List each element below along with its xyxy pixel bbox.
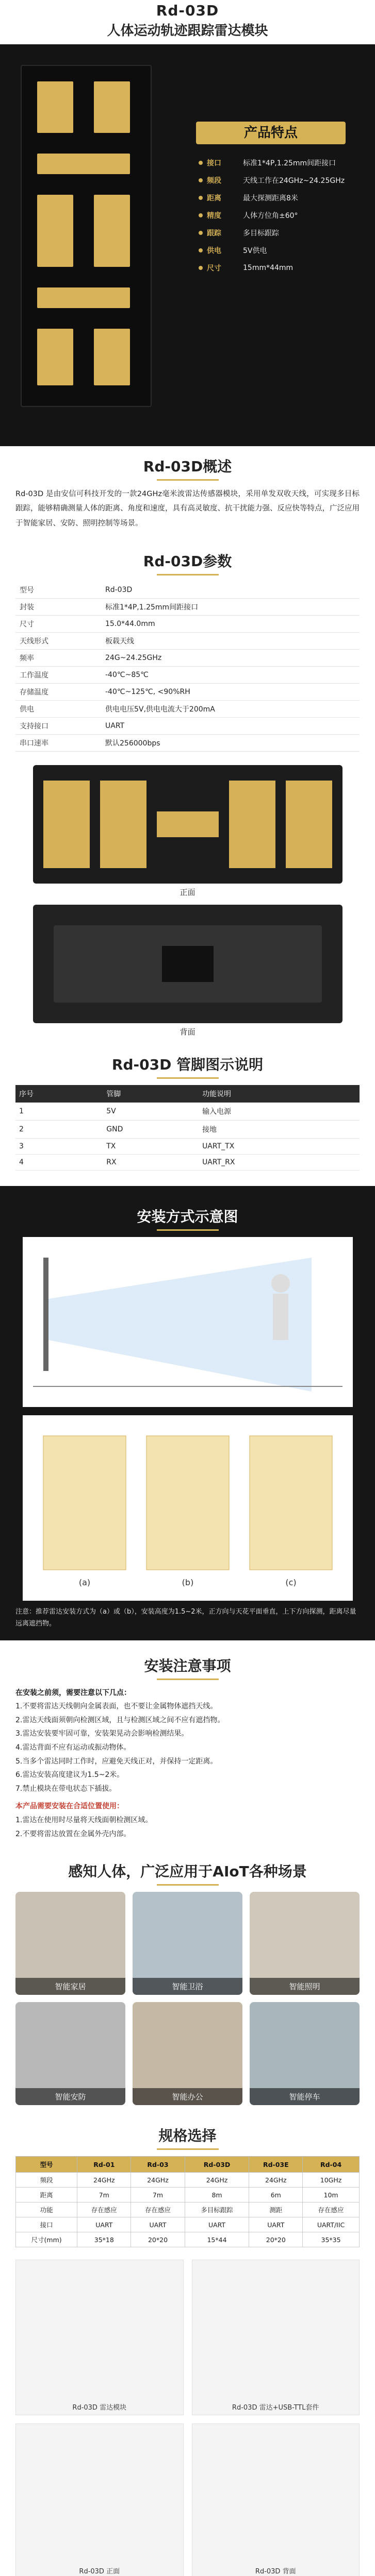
product-photo: Rd-03D 雷达+USB-TTL套件 bbox=[192, 2260, 360, 2415]
table-row: 供电 供电电压5V,供电电流大于200mA bbox=[15, 700, 360, 717]
apps-grid bbox=[0, 1892, 375, 2105]
app-card: 智能安防 bbox=[15, 2002, 125, 2105]
caution-text: 在安装之前须，需要注意以下几点： 1.不要将雷达天线朝向金属表面，也不要让金属物体遮挡天线。 2.雷达天线面须朝向检测区域，且与检测区域之间不应有遮挡物。 3.雷达安装要牢固可靠，安装架晃动会影响检测结果。 4.雷达背面不应有运动或振动物体。 5.当多个雷达同时工作时，应避免天线正对，并保持一定距离。 6.雷达安装高度建议为1.5~2米。 7.禁止模块在带电状态下插拔。 本产品需要安装在合适位置使用： 1.雷达在使用时尽量将天线面朝检测区域。 2.不要将雷达放置在金属外壳内部。 bbox=[15, 1688, 225, 1838]
hero-banner bbox=[0, 44, 375, 446]
pins-table: 序号 管脚 功能说明 1 5V 输入电源 2 GND 接地 3 TX UART_TX 4 RX UART_RX bbox=[15, 1085, 360, 1171]
features-list bbox=[199, 158, 353, 280]
caption-c: (c) bbox=[285, 1577, 297, 1587]
table-row: 距离 7m 7m 8m 6m 10m bbox=[16, 2188, 360, 2202]
caution-title: 安装注意事项 bbox=[0, 1646, 375, 1686]
install-diagram bbox=[15, 1237, 360, 1407]
install-title: 安装方式示意图 bbox=[15, 1196, 360, 1237]
table-row: 频段 24GHz 24GHz 24GHz 24GHz 10GHz bbox=[16, 2173, 360, 2188]
back-label: 背面 bbox=[180, 1027, 195, 1037]
page-header bbox=[0, 0, 375, 39]
table-row: 支持接口 UART bbox=[15, 717, 360, 734]
app-card: 智能家居 bbox=[15, 1892, 125, 1995]
model-title: Rd-03D bbox=[156, 2, 219, 19]
app-card: 智能卫浴 bbox=[133, 1892, 242, 1995]
app-card: 智能办公 bbox=[133, 2002, 242, 2105]
front-label: 正面 bbox=[180, 887, 195, 897]
install-orientations bbox=[15, 1415, 360, 1601]
feature-item: 频段 天线工作在24GHz~24.25GHz bbox=[199, 175, 353, 185]
table-row: 封装 标准1*4P,1.25mm间距接口 bbox=[15, 598, 360, 615]
feature-item: 供电 5V供电 bbox=[199, 245, 353, 256]
pins-title: Rd-03D 管脚图示说明 bbox=[0, 1044, 375, 1085]
table-row: 串口速率 默认256000bps bbox=[15, 734, 360, 751]
feature-item: 跟踪 多目标跟踪 bbox=[199, 228, 353, 238]
spec-table: 型号 Rd-01 Rd-03 Rd-03D Rd-03E Rd-04 频段 24GHz 24GHz 24GHz 24GHz 10GHz 距离 7m 7m 8m 6m 10m 功能 存在感应 存在感应 多目标跟踪 测距 存在感应 接口 UART UART UART UART UART/IIC 尺寸(mm) 35*18 20*20 15*44 20*20 35*35 bbox=[15, 2156, 360, 2247]
radar-board-image bbox=[21, 65, 152, 407]
product-subtitle: 人体运动轨迹跟踪雷达模块 bbox=[107, 23, 268, 39]
feature-item: 接口 标准1*4P,1.25mm间距接口 bbox=[199, 158, 353, 168]
caption-b: (b) bbox=[182, 1577, 193, 1587]
pcb-back-image bbox=[33, 905, 343, 1023]
table-row: 尺寸 15.0*44.0mm bbox=[15, 615, 360, 632]
features-title: 产品特点 bbox=[196, 122, 346, 144]
spec-title: 规格选择 bbox=[0, 2115, 375, 2156]
apps-title: 感知人体，广泛应用于AIoT各种场景 bbox=[0, 1851, 375, 1892]
table-row: 天线形式 板载天线 bbox=[15, 632, 360, 649]
table-row: 1 5V 输入电源 bbox=[15, 1103, 360, 1121]
table-row: 存储温度 -40℃~125℃, <90%RH bbox=[15, 683, 360, 700]
product-photo: Rd-03D 雷达模块 bbox=[15, 2260, 184, 2415]
feature-item: 精度 人体方位角±60° bbox=[199, 210, 353, 221]
overview-title: Rd-03D概述 bbox=[0, 446, 375, 487]
table-row: 接口 UART UART UART UART UART/IIC bbox=[16, 2217, 360, 2232]
overview-text: Rd-03D 是由安信可科技开发的一款24GHz毫米波雷达传感器模块，采用单发双收天线，可实现多目标跟踪，能够精确测量人体的距离、角度和速度，具有高灵敏度、抗干扰能力强、反应快等特点，广泛应用于智能家居、安防、照明控制等场景。 bbox=[15, 490, 360, 528]
feature-item: 尺寸 15mm*44mm bbox=[199, 263, 353, 273]
table-row: 2 GND 接地 bbox=[15, 1120, 360, 1138]
table-row: 4 RX UART_RX bbox=[15, 1154, 360, 1170]
install-note: 注意：推荐雷达安装方式为（a）或（b），安装高度为1.5~2米，正方向与天花平面垂直，上下方向探测，距离尽量远离遮挡物。 bbox=[15, 1607, 356, 1628]
table-row: 频率 24G~24.25GHz bbox=[15, 649, 360, 666]
pcb-front-image bbox=[33, 765, 343, 884]
product-photo: Rd-03D 背面 bbox=[192, 2424, 360, 2576]
table-row: 尺寸(mm) 35*18 20*20 15*44 20*20 35*35 bbox=[16, 2232, 360, 2247]
params-table bbox=[15, 582, 360, 752]
table-row: 型号 Rd-03D bbox=[15, 582, 360, 599]
table-row: 3 TX UART_TX bbox=[15, 1138, 360, 1154]
product-gallery bbox=[0, 2260, 375, 2576]
install-section bbox=[0, 1186, 375, 1640]
params-title: Rd-03D参数 bbox=[0, 541, 375, 582]
app-card: 智能照明 bbox=[250, 1892, 360, 1995]
product-photo: Rd-03D 正面 bbox=[15, 2424, 184, 2576]
table-row: 工作温度 -40℃~85℃ bbox=[15, 666, 360, 683]
feature-item: 距离 最大探测距离8米 bbox=[199, 193, 353, 203]
table-row: 功能 存在感应 存在感应 多目标跟踪 测距 存在感应 bbox=[16, 2202, 360, 2217]
app-card: 智能停车 bbox=[250, 2002, 360, 2105]
caption-a: (a) bbox=[78, 1577, 90, 1587]
